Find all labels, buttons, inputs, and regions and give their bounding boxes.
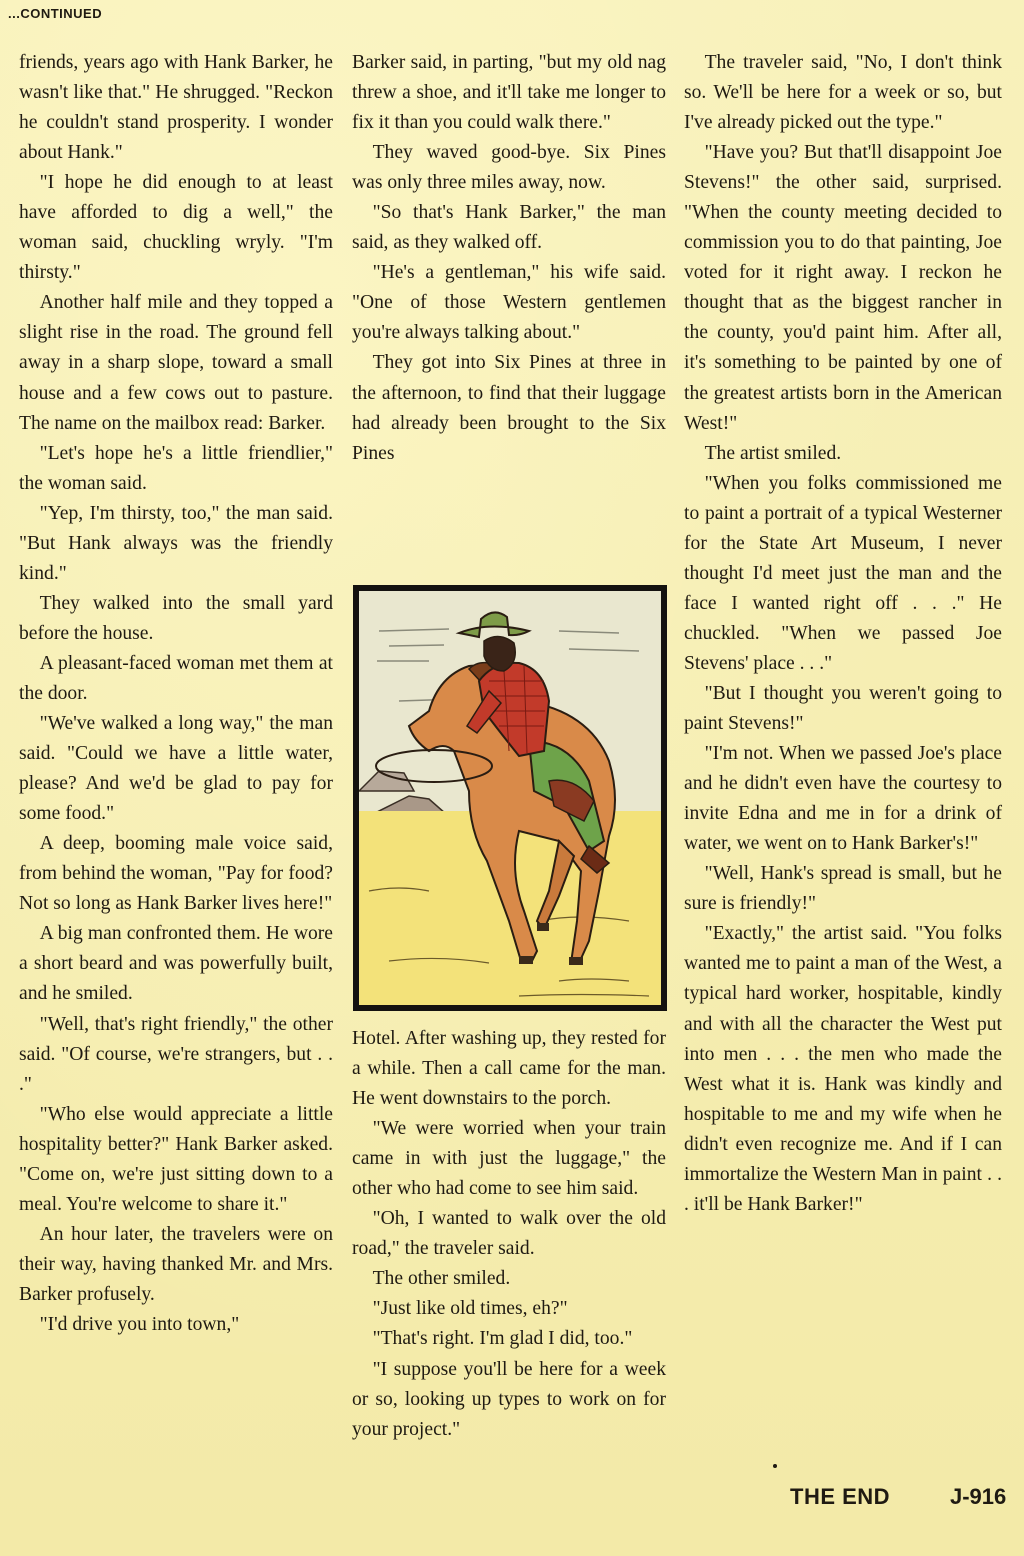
paragraph: "Who else would appreciate a little hospitality better?" Hank Barker asked. "Come on, we're just sitting down to a meal. You're welcome to share it."	[19, 1103, 333, 1215]
job-code: J-916	[950, 1484, 1007, 1509]
paragraph: "We've walked a long way," the man said. "Could we have a little water, please? And we'd be glad to pay for some food."	[19, 713, 333, 825]
paragraph: "Just like old times, eh?"	[372, 1298, 568, 1320]
paragraph: The other smiled.	[372, 1268, 511, 1290]
paragraph: A big man confronted them. He wore a short beard and was powerfully built, and he smiled.	[19, 923, 333, 1005]
paragraph: They walked into the small yard before the house.	[19, 592, 333, 644]
paragraph: "Yep, I'm thirsty, too," the man said. "But Hank always was the friendly kind."	[19, 502, 333, 584]
text-column-2-top	[352, 48, 666, 469]
paragraph: "I'd drive you into town,"	[39, 1313, 240, 1335]
paragraph: "He's a gentleman," his wife said. "One of those Western gentlemen you're always talking about."	[352, 262, 666, 344]
paragraph: "I hope he did enough to at least have afforded to dig a well," the woman said, chuckling wryly. "I'm thirsty."	[19, 172, 333, 284]
continued-label: ...CONTINUED	[8, 6, 103, 21]
paragraph: "But I thought you weren't going to paint Stevens!"	[684, 682, 1002, 735]
paragraph: Hotel. After washing up, they rested for a while. Then a call came for the man. He went downstairs to the porch.	[352, 1028, 666, 1110]
paragraph: "Oh, I wanted to walk over the old road," the traveler said.	[352, 1208, 666, 1260]
the-end-label: THE END	[790, 1484, 891, 1509]
paragraph: A pleasant-faced woman met them at the door.	[19, 652, 333, 704]
ornament-dot	[773, 1464, 777, 1468]
paragraph: Another half mile and they topped a slight rise in the road. The ground fell away in a sharp slope, toward a small house and a few cows out to pasture. The name on the mailbox read: Barker.	[19, 292, 333, 434]
paragraph: "When you folks commissioned me to paint a portrait of a typical Westerner for the State Art Museum, I never thought I'd meet just the man and the face I wanted right off . . ." He chuckled. "When we passed Joe Stevens' place . . ."	[684, 472, 1002, 674]
paragraph: "We were worried when your train came in with just the luggage," the other who had come to see him said.	[352, 1118, 666, 1200]
illustration-panel	[353, 585, 667, 1011]
paragraph: The traveler said, "No, I don't think so. We'll be here for a week or so, but I've already picked out the type."	[684, 52, 1002, 134]
paragraph: "So that's Hank Barker," the man said, as they walked off.	[352, 202, 666, 254]
paragraph: "I suppose you'll be here for a week or so, looking up types to work on for your project."	[352, 1358, 666, 1440]
paragraph: They waved good-bye. Six Pines was only three miles away, now.	[352, 142, 666, 194]
text-column-3	[684, 48, 1002, 1220]
text-column-1	[19, 48, 333, 1340]
paragraph: "Have you? But that'll disappoint Joe Stevens!" the other said, surprised. "When the county meeting decided to commission you to do that painting, Joe voted for it right away. I reckon he thought that as the biggest rancher in the county, you'd paint him. After all, it's something to be painted by one of the greatest artists born in the American West!"	[684, 142, 1002, 434]
paragraph: "Exactly," the artist said. "You folks wanted me to paint a man of the West, a typical hard worker, hospitable, kindly and with all the character the West put into men . . . the men who made the West what it is. Hank was kindly and hospitable to me and my wife when he didn't even recognize me. And if I can immortalize the Western Man in paint . . . it'll be Hank Barker!"	[684, 923, 1002, 1215]
paragraph: They got into Six Pines at three in the afternoon, to find that their luggage had already been brought to the Six Pines	[352, 352, 666, 464]
text-column-2-bottom	[352, 1024, 666, 1445]
paragraph: The artist smiled.	[704, 442, 842, 464]
paragraph: "Well, that's right friendly," the other said. "Of course, we're strangers, but . . ."	[19, 1013, 333, 1095]
paragraph: A deep, booming male voice said, from behind the woman, "Pay for food? Not so long as Hank Barker lives here!"	[19, 833, 333, 915]
paragraph: friends, years ago with Hank Barker, he wasn't like that." He shrugged. "Reckon he couldn't stand prosperity. I wonder about Hank."	[19, 52, 333, 164]
cowboy-on-horse-icon	[359, 591, 661, 1005]
paragraph: "Well, Hank's spread is small, but he sure is friendly!"	[684, 863, 1002, 915]
paragraph: An hour later, the travelers were on their way, having thanked Mr. and Mrs. Barker profusely.	[19, 1223, 333, 1305]
paragraph: "I'm not. When we passed Joe's place and he didn't even have the courtesy to invite Edna and me in for a drink of water, we went on to Hank Barker's!"	[684, 743, 1002, 855]
paragraph: "That's right. I'm glad I did, too."	[372, 1328, 633, 1350]
paragraph: "Let's hope he's a little friendlier," the woman said.	[19, 442, 333, 494]
paragraph: Barker said, in parting, "but my old nag threw a shoe, and it'll take me longer to fix it than you could walk there."	[352, 52, 666, 134]
